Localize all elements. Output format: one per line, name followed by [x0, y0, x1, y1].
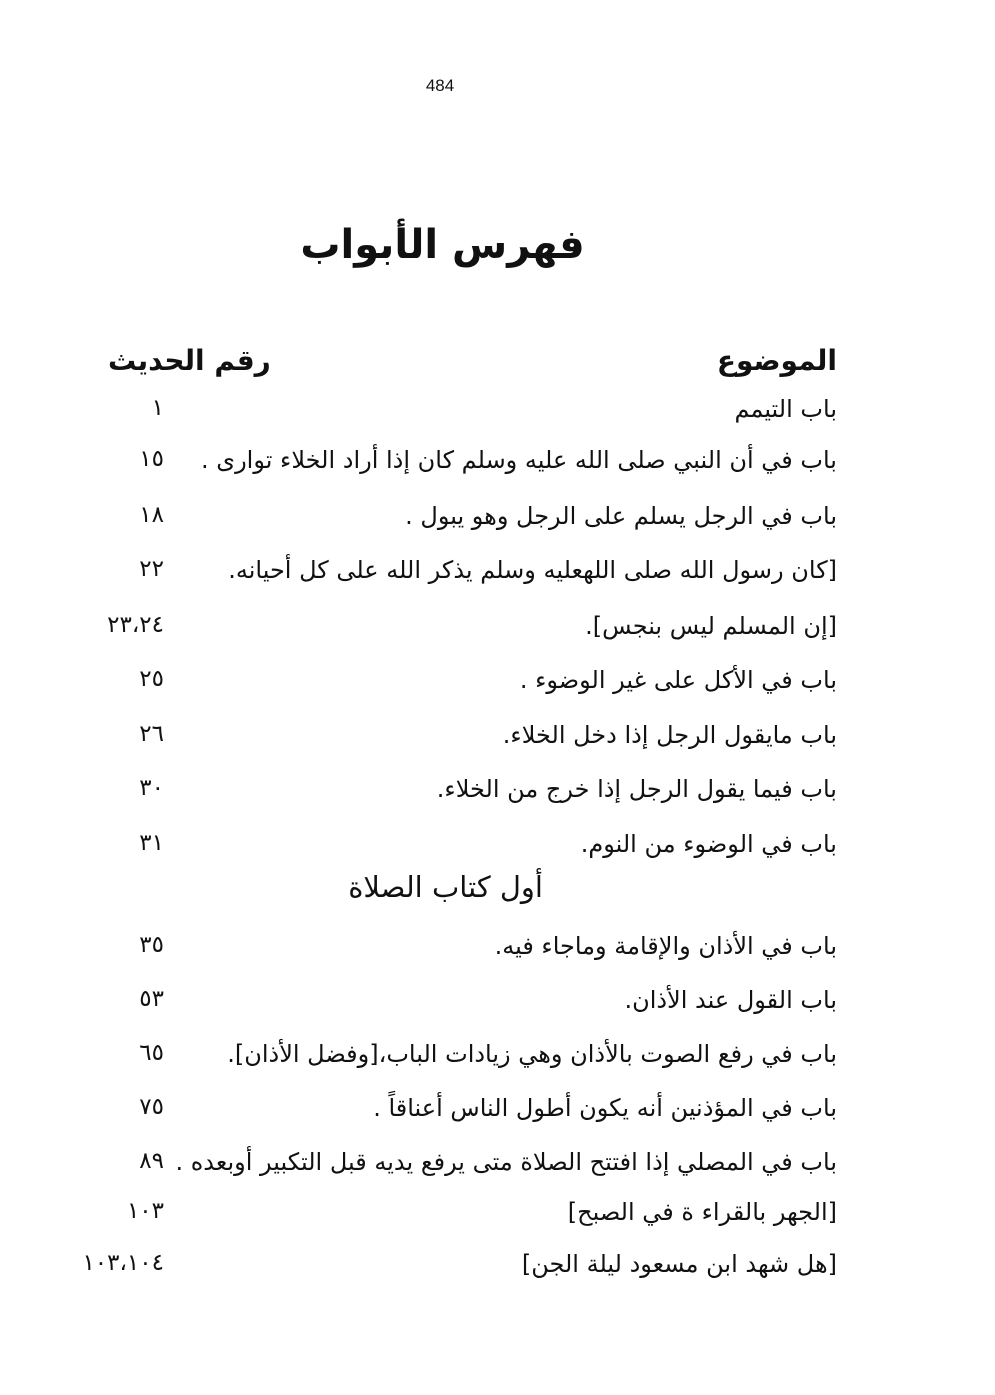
index-entry — [0, 1148, 995, 1188]
entry-topic: [كان رسول الله صلى اللهعليه وسلم يذكر الله على كل أحيانه. — [228, 556, 837, 584]
entry-topic: باب في الوضوء من النوم. — [580, 830, 837, 858]
index-entry — [0, 1250, 995, 1290]
section-heading: أول كتاب الصلاة — [348, 870, 543, 904]
entry-hadith-number: ٢٣،٢٤ — [107, 612, 164, 638]
entry-topic: باب مايقول الرجل إذا دخل الخلاء. — [502, 721, 837, 749]
entry-topic: باب في رفع الصوت بالأذان وهي زيادات الباب،[وفضل الأذان]. — [227, 1040, 837, 1068]
entry-topic: باب في المؤذنين أنه يكون أطول الناس أعناقاً . — [373, 1094, 837, 1122]
index-entry — [0, 932, 995, 972]
entry-hadith-number: ٢٥ — [139, 666, 164, 692]
entry-hadith-number: ٣١ — [139, 830, 164, 856]
entry-topic: [إن المسلم ليس بنجس]. — [585, 612, 837, 640]
page-number: 484 — [425, 76, 455, 95]
page-title: فهرس الأبواب — [300, 222, 585, 268]
index-entry — [0, 395, 995, 435]
entry-topic: باب في الرجل يسلم على الرجل وهو يبول . — [405, 502, 837, 530]
index-entry — [0, 612, 995, 652]
entry-topic: باب التيمم — [734, 395, 837, 423]
entry-hadith-number: ١٠٣ — [126, 1198, 164, 1224]
entry-topic: [الجهر بالقراء ة في الصبح] — [567, 1198, 837, 1226]
index-entry — [0, 775, 995, 815]
entry-hadith-number: ٨٩ — [139, 1148, 164, 1174]
index-entry — [0, 556, 995, 596]
entry-hadith-number: ٥٣ — [139, 986, 164, 1012]
index-entry — [0, 502, 995, 542]
topic-column-header: الموضوع — [716, 344, 837, 377]
index-entry — [0, 986, 995, 1026]
hadith-number-column-header: رقم الحديث — [108, 344, 271, 377]
entry-hadith-number: ٣٠ — [139, 775, 164, 801]
entry-topic: [هل شهد ابن مسعود ليلة الجن] — [521, 1250, 837, 1278]
index-entry — [0, 1040, 995, 1080]
entry-topic: باب في المصلي إذا افتتح الصلاة متى يرفع يديه قبل التكبير أوبعده . — [175, 1148, 837, 1176]
entry-topic: باب في الأكل على غير الوضوء . — [519, 666, 837, 694]
index-entry — [0, 1094, 995, 1134]
index-entry — [0, 1198, 995, 1238]
entry-topic: باب القول عند الأذان. — [624, 986, 837, 1014]
entry-topic: باب في أن النبي صلى الله عليه وسلم كان إذا أراد الخلاء توارى . — [201, 446, 837, 474]
entry-hadith-number: ١٨ — [139, 502, 164, 528]
entry-hadith-number: ٧٥ — [139, 1094, 164, 1120]
entry-hadith-number: ١٠٣،١٠٤ — [82, 1250, 164, 1276]
entry-hadith-number: ٢٦ — [139, 721, 164, 747]
entry-hadith-number: ١ — [151, 395, 164, 421]
entry-hadith-number: ٦٥ — [139, 1040, 164, 1066]
entry-topic: باب فيما يقول الرجل إذا خرج من الخلاء. — [436, 775, 837, 803]
entry-hadith-number: ١٥ — [139, 446, 164, 472]
entry-hadith-number: ٢٢ — [139, 556, 164, 582]
index-entry — [0, 666, 995, 706]
entry-hadith-number: ٣٥ — [139, 932, 164, 958]
index-entry — [0, 721, 995, 761]
index-entry — [0, 830, 995, 870]
index-entry — [0, 446, 995, 486]
entry-topic: باب في الأذان والإقامة وماجاء فيه. — [494, 932, 837, 960]
